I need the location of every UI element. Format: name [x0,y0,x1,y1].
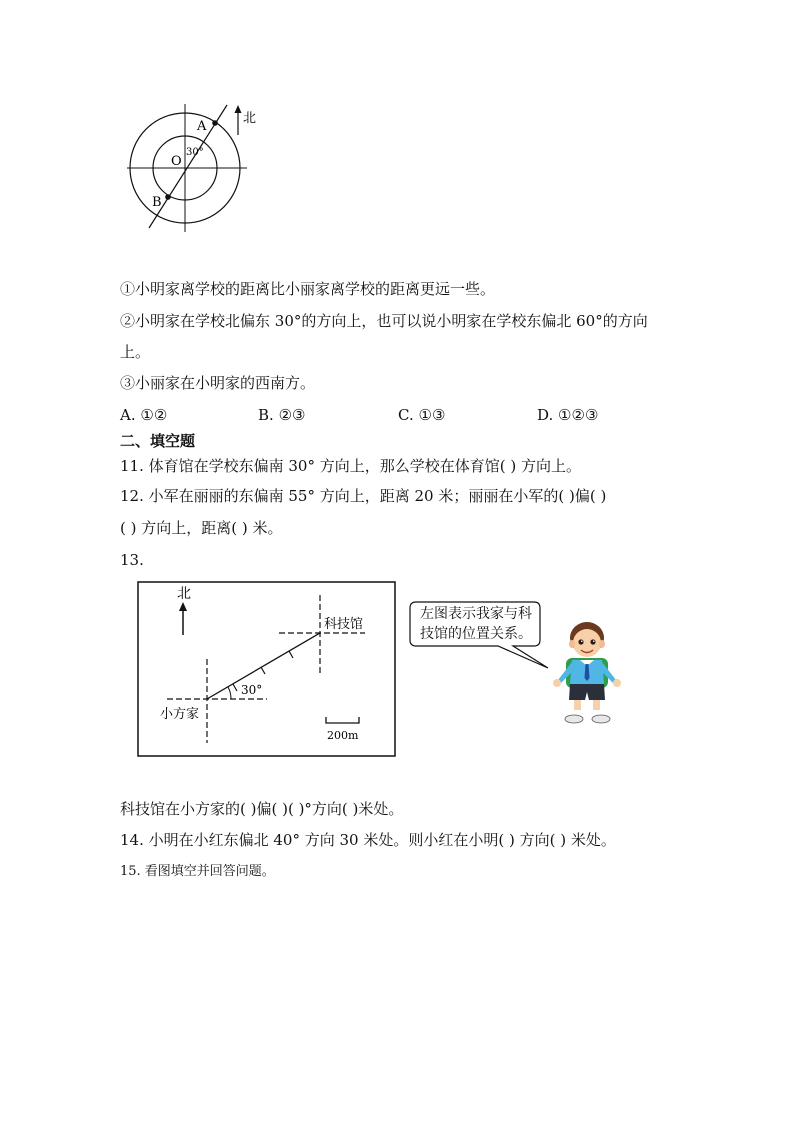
point-o-label: O [171,154,182,169]
museum-label: 科技馆 [324,617,364,632]
q12-line-2: ( ) 方向上，距离( ) 米。 [120,519,283,537]
bubble-line-2: 技馆的位置关系。 [420,626,532,642]
option-d[interactable] [537,405,598,425]
q12-line-1: 12. 小军在丽丽的东偏南 55° 方向上，距离 20 米；丽丽在小军的( )偏( ) [120,487,607,505]
option-a-label: A. [120,406,136,424]
option-b-value: ②③ [278,406,306,424]
boy-cartoon-illustration [550,618,624,730]
option-c-label: C. [398,406,414,424]
option-a[interactable] [120,405,167,425]
section-2-title: 二、填空题 [120,432,196,450]
point-b-label: B [152,195,162,210]
q15-text: 15. 看图填空并回答问题。 [120,864,275,879]
option-d-value: ①②③ [558,406,599,424]
home-label: 小方家 [160,707,200,722]
q10-statement-2a: ②小明家在学校北偏东 30°的方向上，也可以说小明家在学校东偏北 60°的方向 [120,312,648,330]
option-a-value: ①② [140,406,168,424]
map-north-label: 北 [177,586,191,602]
point-b-dot [165,194,171,200]
q13-map-diagram [137,581,397,759]
q14-text: 14. 小明在小红东偏北 40° 方向 30 米处。则小红在小明( ) 方向( ) 米处。 [120,831,616,849]
option-d-label: D. [537,406,554,424]
option-b[interactable] [258,405,305,425]
q10-statement-2b: 上。 [120,343,151,361]
north-arrow-head [235,105,242,113]
point-a-label: A [197,119,207,134]
q13-answer-line: 科技馆在小方家的( )偏( )( )°方向( )米处。 [120,800,404,818]
q13-number: 13. [120,551,144,569]
option-c[interactable] [398,405,445,425]
point-a-dot [212,120,218,126]
map-angle-label: 30° [241,683,263,697]
q10-statement-1: ①小明家离学校的距离比小丽家离学校的距离更远一些。 [120,280,496,298]
fig1-circles-diagram [115,100,275,245]
q10-statement-3: ③小丽家在小明家的西南方。 [120,374,316,392]
q11-text: 11. 体育馆在学校东偏南 30° 方向上，那么学校在体育馆( ) 方向上。 [120,457,581,475]
scale-label: 200m [327,729,359,742]
option-b-label: B. [258,406,274,424]
north-label: 北 [243,111,257,126]
bubble-line-1: 左图表示我家与科 [420,606,532,622]
angle-label: 30° [186,147,204,158]
bubble-text [420,604,532,644]
option-c-value: ①③ [418,406,446,424]
